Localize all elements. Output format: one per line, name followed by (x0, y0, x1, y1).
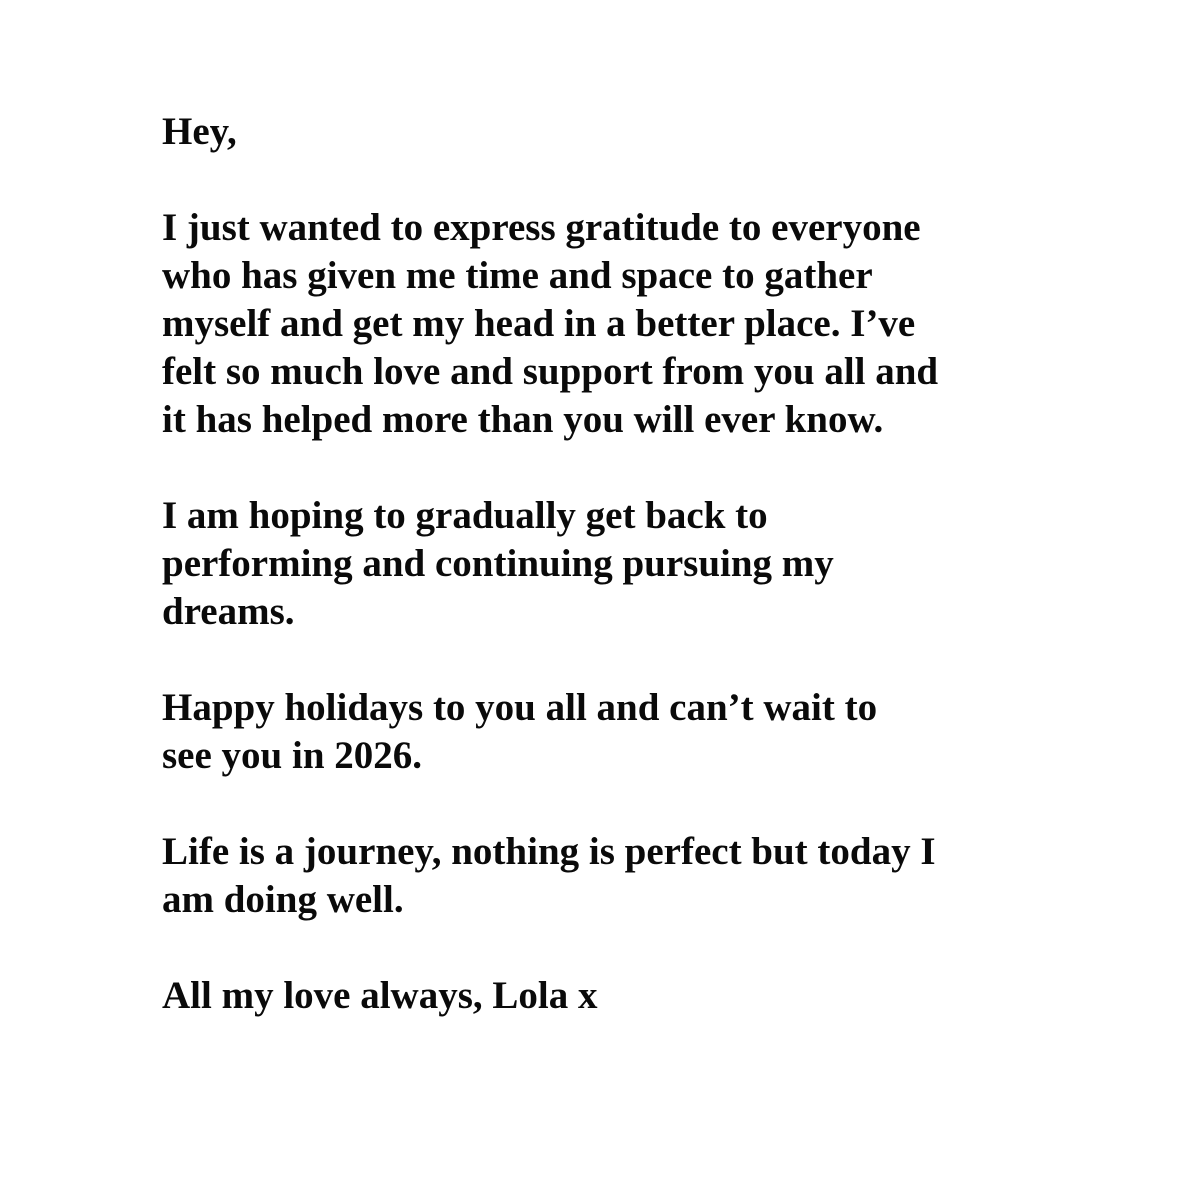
hope-line: I am hoping to gradually get back to (162, 494, 768, 537)
greeting-line: Hey, (162, 110, 237, 153)
holidays-line: Happy holidays to you all and can’t wait to (162, 686, 878, 729)
holidays-line: see you in 2026. (162, 734, 423, 777)
hope-line: performing and continuing pursuing my (162, 542, 834, 585)
greeting-paragraph (162, 108, 1062, 156)
signoff-paragraph (162, 972, 1062, 1020)
gratitude-line: who has given me time and space to gather (162, 254, 873, 297)
gratitude-line: it has helped more than you will ever know. (162, 398, 884, 441)
holidays-paragraph (162, 684, 1062, 780)
hope-paragraph (162, 492, 1062, 636)
gratitude-line: myself and get my head in a better place. I’ve (162, 302, 916, 345)
life-line: am doing well. (162, 878, 404, 921)
letter-body (162, 108, 1062, 1020)
life-paragraph (162, 828, 1062, 924)
signoff-line: All my love always, Lola x (162, 974, 598, 1017)
gratitude-paragraph (162, 204, 1062, 444)
hope-line: dreams. (162, 590, 295, 633)
life-line: Life is a journey, nothing is perfect but today I (162, 830, 936, 873)
gratitude-line: felt so much love and support from you all and (162, 350, 939, 393)
gratitude-line: I just wanted to express gratitude to everyone (162, 206, 921, 249)
